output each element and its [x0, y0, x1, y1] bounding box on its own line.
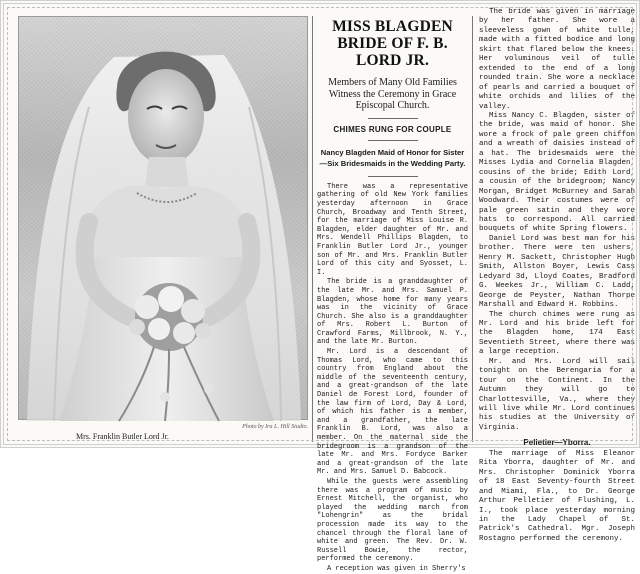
paragraph: The marriage of Miss Eleanor Rita Yborra, daughter of Mr. and Mrs. Christopher Dominick Yborra of 18 East Seventy-fourth Street and Miami, Fla., to Dr. George Arthur Pelletier of Flushing, L. I., took place yesterday morning in the Lady Chapel of St. Patrick's Cathedral. Mgr. Joseph Rostagno performed the ceremony.: [479, 449, 635, 543]
article-headline: MISS BLAGDEN BRIDE OF F. B. LORD JR.: [332, 18, 453, 69]
article-body-column-2: [479, 8, 635, 544]
bride-portrait-illustration: [19, 17, 309, 421]
section-heading: Pelletier—Yborra.: [523, 438, 591, 448]
paragraph: The bride was given in marriage by her father. She wore a sleeveless gown of white tulle, made with a fitted bodice and long skirt that flared below the knees. Her voluminous veil of tulle extended to the end of a long rounded train. She wore a necklace of pearls and carried a bouquet of white orchids and lilies of the valley.: [479, 8, 635, 111]
paragraph: While the guests were assembling there was a program of music by Ernest Mitchell, the organist, who played the wedding march from "Lohengrin" as the bridal procession made its way to the chancel through the floral lane of white and green. The Rev. Dr. W. Russell Bowie, the rector, performed the ceremony.: [317, 477, 468, 564]
paragraph: Miss Nancy C. Blagden, sister of the bride, was maid of honor. She wore a frock of pale green chiffon and a wreath of daisies instead of a hat. The bridesmaids were the Misses Lydia and Cornelia Blagden, cousins of the bride; Edith Lord, a cousin of the bridegroom; Nancy Morgan, Bridget McBurney and Sarah Woodward. Their costumes were of pale green satin and they wore hats to correspond. All carried bouquets of white Spring flowers.: [479, 111, 635, 234]
article-subhead: Members of Many Old Families Witness the Ceremony in Grace Episcopal Church.: [328, 77, 457, 112]
bride-photo: [18, 16, 308, 420]
paragraph: The church chimes were rung as Mr. Lord and his bride left for the Blagden home, 174 East Seventieth Street, where there was a large reception.: [479, 310, 635, 357]
paragraph: There was a representative gathering of old New York families yesterday afternoon in Grace Church, Broadway and Tenth Street, for the marriage of Miss Louise R. Blagden, elder daughter of Mr. and Mrs. Wendell Phillips Blagden, to Franklin Butler Lord Jr., younger son of Mr. and Mrs. Franklin Butler Lord of this city and Syosset, L. I.: [317, 182, 468, 277]
photo-caption: Mrs. Franklin Butler Lord Jr.: [76, 432, 169, 441]
divider: [368, 176, 418, 177]
article-body-column-1: [317, 183, 468, 574]
paragraph: Mr. Lord is a descendant of Thomas Lord, who came to this country from England about the middle of the seventeenth century, and a great-grandson of the late Daniel de Forest Lord, founder of the law firm of Lord, Day & Lord, of which his father is a member, and a grandfather, the late Franklin B. Lord, was also a member. On the maternal side the bridegroom is a grandson of the late Mr. and Mrs. Fordyce Barker and a great-grandson of the late Mr. and Mrs. Samuel D. Babcock.: [317, 348, 468, 477]
article-column-2: [477, 8, 637, 543]
article-deck-secondary: Nancy Blagden Maid of Honor for Sister—Six Bridesmaids in the Wedding Party.: [319, 147, 466, 169]
paragraph: A reception was given in Sherry's: [327, 564, 466, 573]
divider: [368, 118, 418, 119]
photo-credit: Photo by Ira L. Hill Studio.: [242, 424, 308, 430]
article-deck: CHIMES RUNG FOR COUPLE: [333, 124, 452, 134]
paragraph: The bride is a granddaughter of the late Mr. and Mrs. Samuel P. Blagden, whose home for many years was in the vicinity of Grace Church. She also is a granddaughter of Mrs. Robert L. Burton of Crawford Farms, Millbrook, N. Y., and the late Mr. Burton.: [317, 278, 468, 347]
divider: [368, 140, 418, 141]
paragraph: Daniel Lord was best man for his brother. There were ten ushers, Henry M. Sackett, Christopher Hugh Smith, Allston Boyer, Lewis Cass Ledyard 3d, Lloyd Coates, Bradford G. Weekes Jr., William C. Ladd, George de Peyster, Nathan Thorpe Marshall and Edward H. Robbins.: [479, 234, 635, 310]
paragraph: Mr. and Mrs. Lord will sail tonight on the Berengaria for a tour on the Continent. In the Autumn they will go to Charlottesville, Va., where they will live while Mr. Lord continues his studies at the University of Virginia.: [479, 357, 635, 432]
article-column-1: [312, 16, 473, 573]
